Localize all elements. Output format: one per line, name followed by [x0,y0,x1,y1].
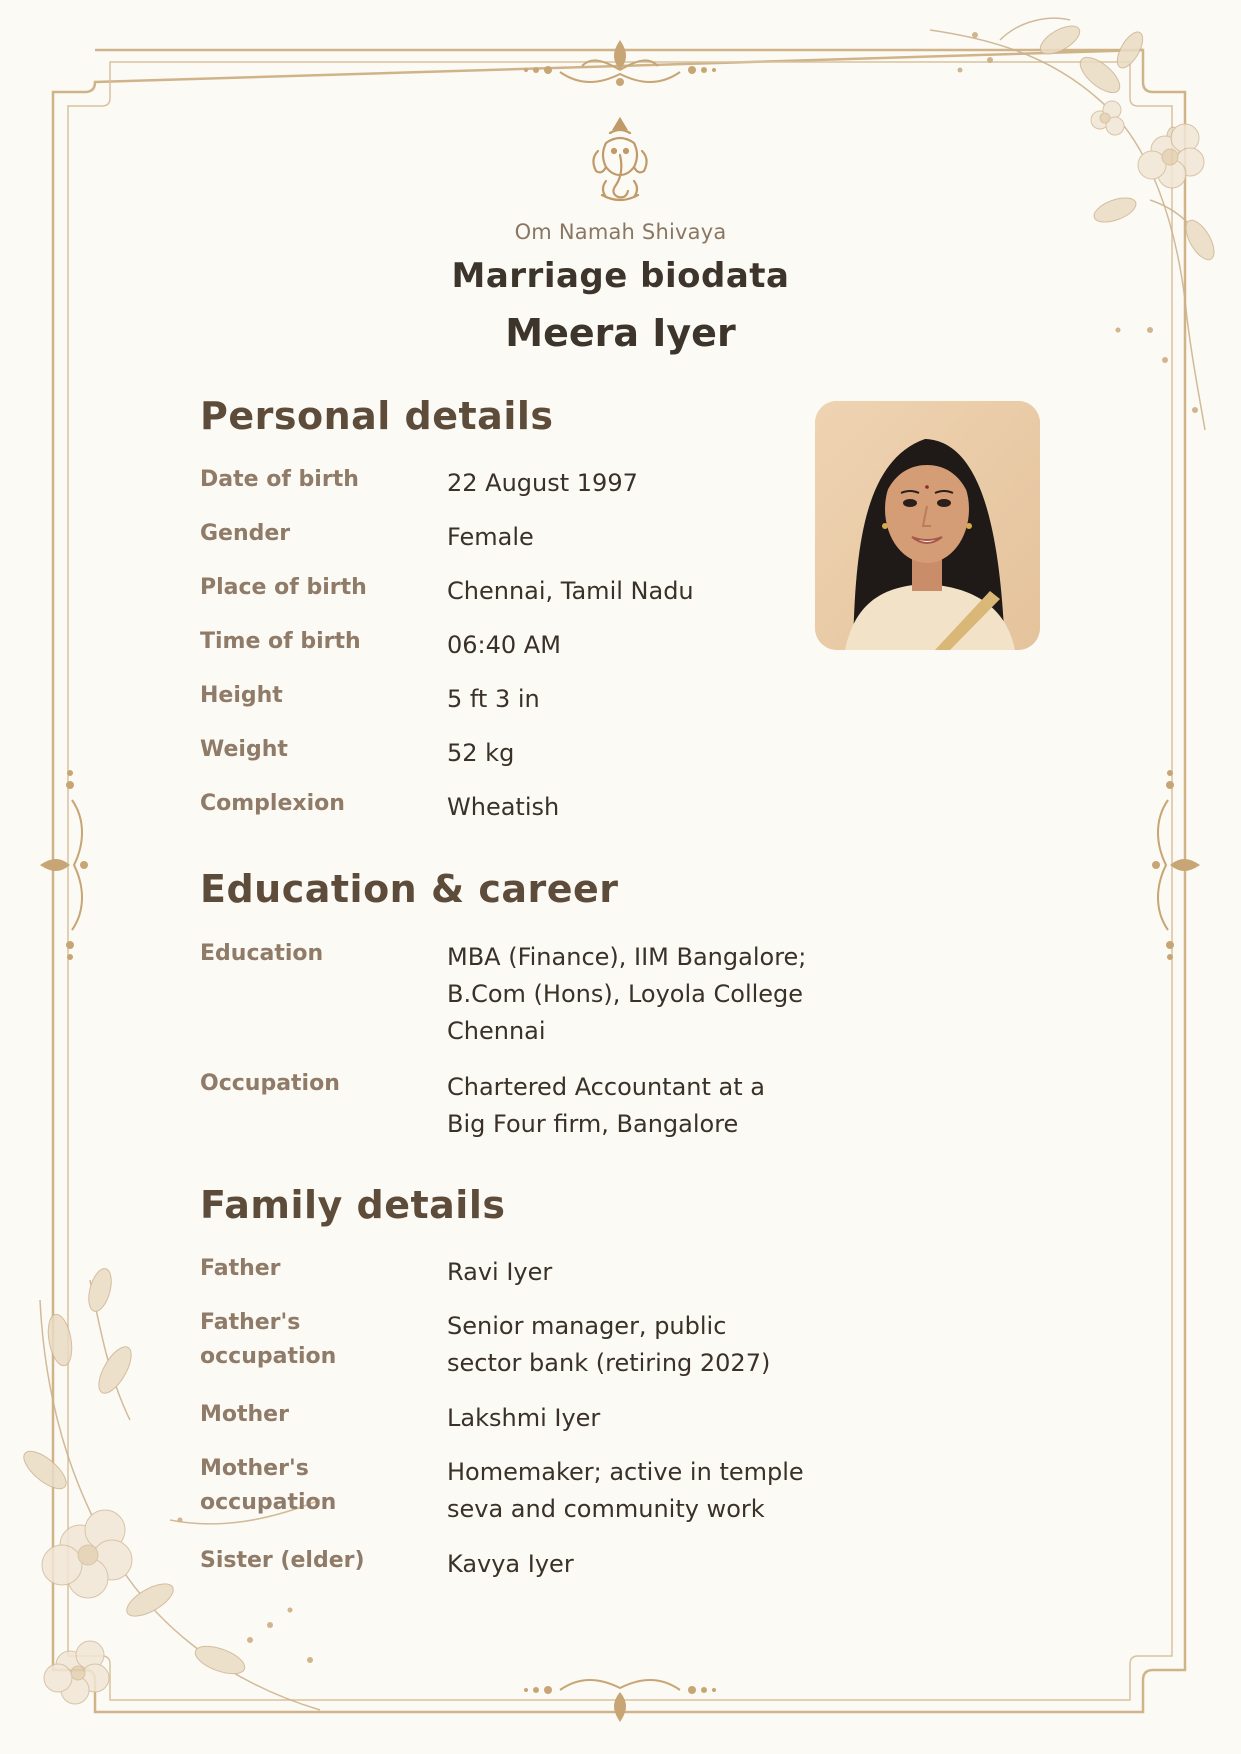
flourish-ornament [524,40,716,86]
row-value: Chennai, Tamil Nadu [447,577,694,605]
row-value: Homemaker; active in temple seva and community work [447,1458,804,1523]
ganesha-icon [584,115,656,207]
row-label: Occupation [200,1071,340,1096]
candidate-name: Meera Iyer [505,311,736,355]
row-label: Father's occupation [200,1310,337,1369]
section-title-personal: Personal details [200,394,554,438]
section-title-education: Education & career [200,867,619,911]
row-label: Height [200,683,283,708]
row-label: Weight [200,737,288,762]
row-value: MBA (Finance), IIM Bangalore; B.Com (Hons), Loyola College Chennai [447,943,807,1045]
row-value: Lakshmi Iyer [447,1404,601,1432]
row-value: 52 kg [447,739,515,767]
row-value: Female [447,523,534,551]
row-value: Ravi Iyer [447,1258,553,1286]
row-value: Wheatish [447,793,560,821]
profile-photo [815,401,1040,650]
row-label: Gender [200,521,291,546]
row-label: Place of birth [200,575,367,600]
row-value: Kavya Iyer [447,1550,574,1578]
row-label: Complexion [200,791,345,816]
document-title: Marriage biodata [451,256,790,296]
row-label: Education [200,941,324,966]
invocation-text: Om Namah Shivaya [514,220,727,244]
row-label: Sister (elder) [200,1548,365,1573]
section-title-family: Family details [200,1183,506,1227]
row-label: Father [200,1256,281,1281]
row-value: 06:40 AM [447,631,561,659]
row-label: Date of birth [200,467,359,492]
row-value: 22 August 1997 [447,469,638,497]
row-label: Mother's occupation [200,1456,337,1515]
row-value: Chartered Accountant at a Big Four firm, Bangalore [447,1073,765,1138]
row-value: 5 ft 3 in [447,685,540,713]
row-label: Time of birth [200,629,361,654]
row-value: Senior manager, public sector bank (retiring 2027) [447,1312,771,1377]
row-label: Mother [200,1402,289,1427]
